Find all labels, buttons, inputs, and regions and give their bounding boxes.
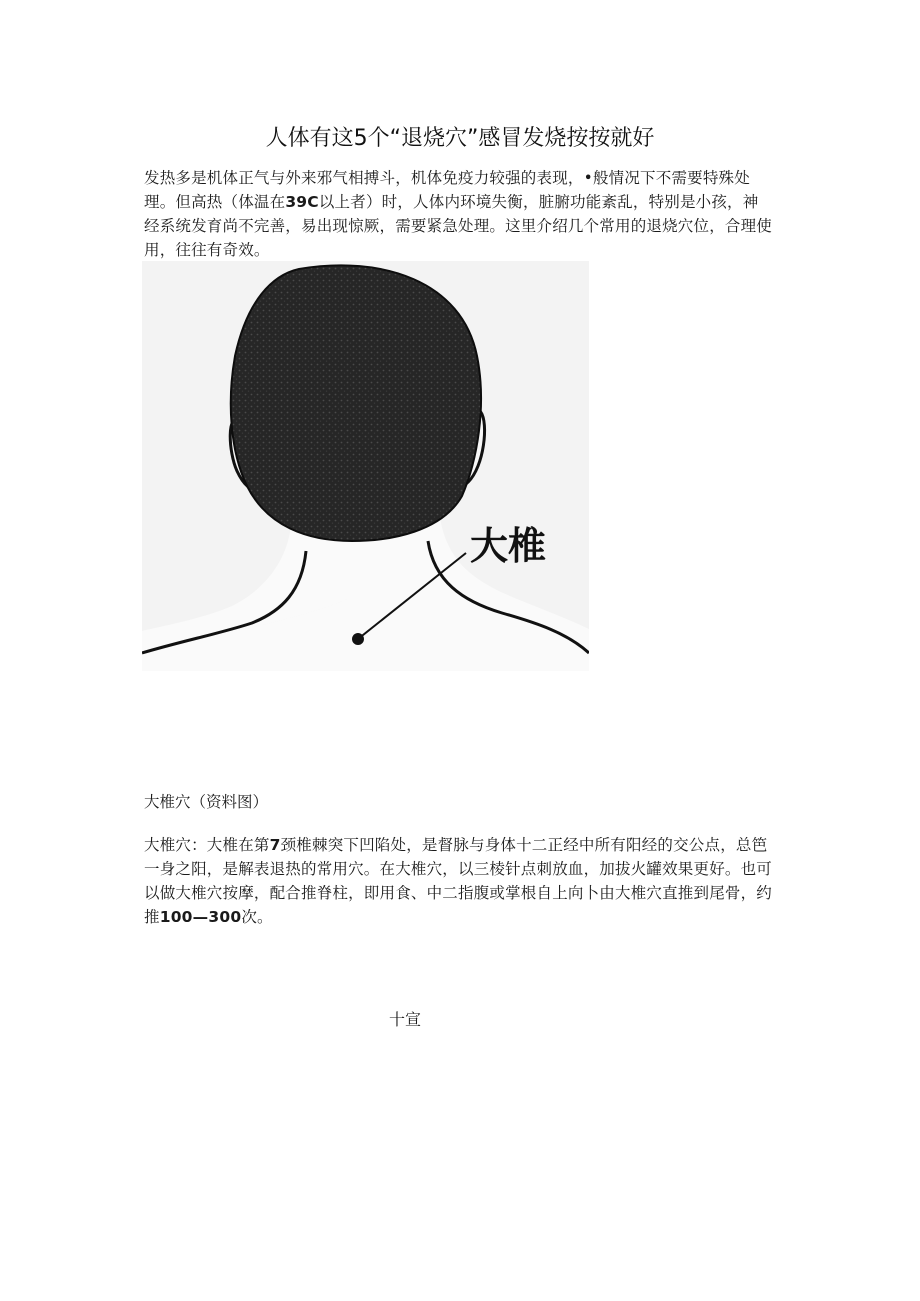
dazhui-point-marker: [352, 633, 364, 645]
head-hair: [231, 265, 481, 541]
intro-paragraph: [144, 166, 774, 262]
dazhui-push-count: 100—300: [159, 908, 242, 926]
dazhui-label: 大椎: [470, 524, 547, 568]
intro-text-1: 发热多是机体正气与外来邪气相搏斗，机体免疫力较强的表现，•般情况下不需要特殊处理。但高热（体温在: [144, 169, 750, 211]
intro-temperature: 39C: [285, 193, 319, 211]
section-heading-shixuan: 十宣: [389, 1010, 422, 1029]
dazhui-paragraph: [144, 833, 774, 929]
intro-text-2: 以上者）时，人体内环境失衡，脏腑功能紊乱，特别是小孩，神经系统发育尚不完善，易出现惊厥，需要紧急处理。这里介绍几个常用的退烧穴位，合理使用，往往有奇效。: [144, 193, 773, 259]
figure-caption: 大椎穴（资料图）: [144, 793, 269, 811]
dazhui-text-1: 大椎穴：大椎在第: [144, 836, 270, 854]
dazhui-text-3: 次。: [241, 908, 273, 926]
dazhui-text-2: 颈椎棘突下凹陷处，是督脉与身体十二正经中所有阳经的交公点，总笆一身之阳，是解表退热的常用穴。在大椎穴，以三棱针点刺放血，加拔火罐效果更好。也可以做大椎穴按摩，配合推脊柱，即用食、中二指腹或掌根自上向卜由大椎穴直推到尾骨，约推: [144, 836, 773, 926]
dazhui-vertebra-number: 7: [269, 836, 281, 854]
dazhui-acupoint-figure: [142, 261, 589, 671]
page-title: 人体有这5个“退烧穴”感冒发烧按按就好: [265, 126, 655, 151]
